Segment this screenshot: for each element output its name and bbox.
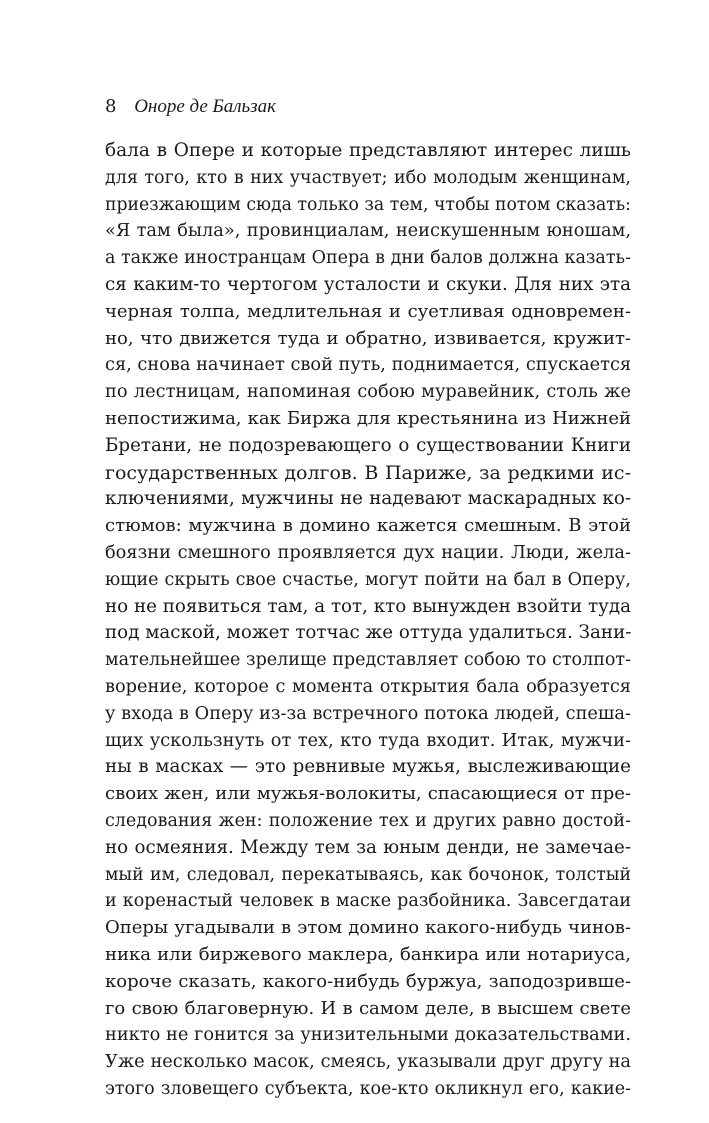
text-line: у входа в Оперу из-за встречного потока людей, спеша-: [105, 703, 631, 724]
text-line: но не появиться там, а тот, кто вынужден взойти туда: [105, 595, 631, 617]
text-line: непостижима, как Биржа для крестьянина из Нижней: [105, 407, 631, 429]
text-line: короче сказать, какого-нибудь буржуа, заподозривше-: [105, 970, 631, 992]
page-number: 8: [105, 96, 117, 117]
text-line: Бретани, не подозревающего о существовании Книги: [105, 434, 631, 456]
text-line: «Я там была», провинциалам, неискушенным юношам,: [105, 221, 631, 242]
running-header: [105, 96, 276, 118]
text-line: следования жен: положение тех и других равно достой-: [105, 810, 631, 831]
text-line: для того, кто в них участвует; ибо молодым женщинам,: [105, 167, 631, 188]
text-line: под маской, может тотчас же оттуда удалиться. Зани-: [105, 622, 631, 644]
text-line: этого зловещего субъекта, кое-кто окликнул его, какие-: [105, 1078, 631, 1099]
text-line: по лестницам, напоминая собою муравейник, столь же: [105, 382, 631, 403]
text-line: стюмов: мужчина в домино кажется смешным. В этой: [105, 515, 631, 537]
text-line: Оперы угадывали в этом домино какого-нибудь чинов-: [105, 917, 631, 939]
text-line: Уже несколько масок, смеясь, указывали друг другу на: [105, 1052, 631, 1073]
text-line: приезжающим сюда только за тем, чтобы потом сказать:: [105, 194, 631, 215]
text-line: бала в Опере и которые представляют интерес лишь: [105, 140, 631, 161]
text-line: черная толпа, медлительная и суетливая одновремен-: [105, 300, 631, 322]
text-line: а также иностранцам Опера в дни балов должна казать-: [105, 248, 631, 269]
text-line: мый им, следовал, перекатываясь, как бочонок, толстый: [105, 864, 631, 885]
text-line: ворение, которое с момента открытия бала образуется: [105, 676, 631, 697]
text-line: ся каким-то чертогом усталости и скуки. Для них эта: [105, 273, 631, 295]
text-line: ны в масках — это ревнивые мужья, выслеживающие: [105, 756, 631, 778]
body-text: [105, 138, 631, 1103]
text-line: боязни смешного проявляется дух нации. Люди, жела-: [105, 542, 631, 563]
text-line: ся, снова начинает свой путь, поднимается, спускается: [105, 355, 631, 376]
text-line: и коренастый человек в маске разбойника. Завсегдатаи: [105, 891, 631, 912]
text-line: никто не гонится за унизительными доказательствами.: [105, 1025, 631, 1046]
text-line: но, что движется туда и обратно, извивается, кружит-: [105, 327, 631, 349]
running-title: Оноре де Бальзак: [134, 96, 276, 117]
text-line: ника или биржевого маклера, банкира или нотариуса,: [105, 943, 631, 965]
text-line: ющие скрыть свое счастье, могут пойти на бал в Оперу,: [105, 569, 631, 590]
text-line: ключениями, мужчины не надевают маскарадных ко-: [105, 488, 631, 510]
text-line: государственных долгов. В Париже, за редкими ис-: [105, 461, 631, 484]
text-line: мательнейшее зрелище представляет собою то столпот-: [105, 650, 631, 671]
text-line: го свою благоверную. И в самом деле, в высшем свете: [105, 997, 631, 1019]
text-line: щих ускользнуть от тех, кто туда входит. Итак, мужчи-: [105, 730, 631, 751]
text-line: своих жен, или мужья-волокиты, спасающиеся от пре-: [105, 783, 631, 805]
text-line: но осмеяния. Между тем за юным денди, не замечае-: [105, 836, 631, 858]
